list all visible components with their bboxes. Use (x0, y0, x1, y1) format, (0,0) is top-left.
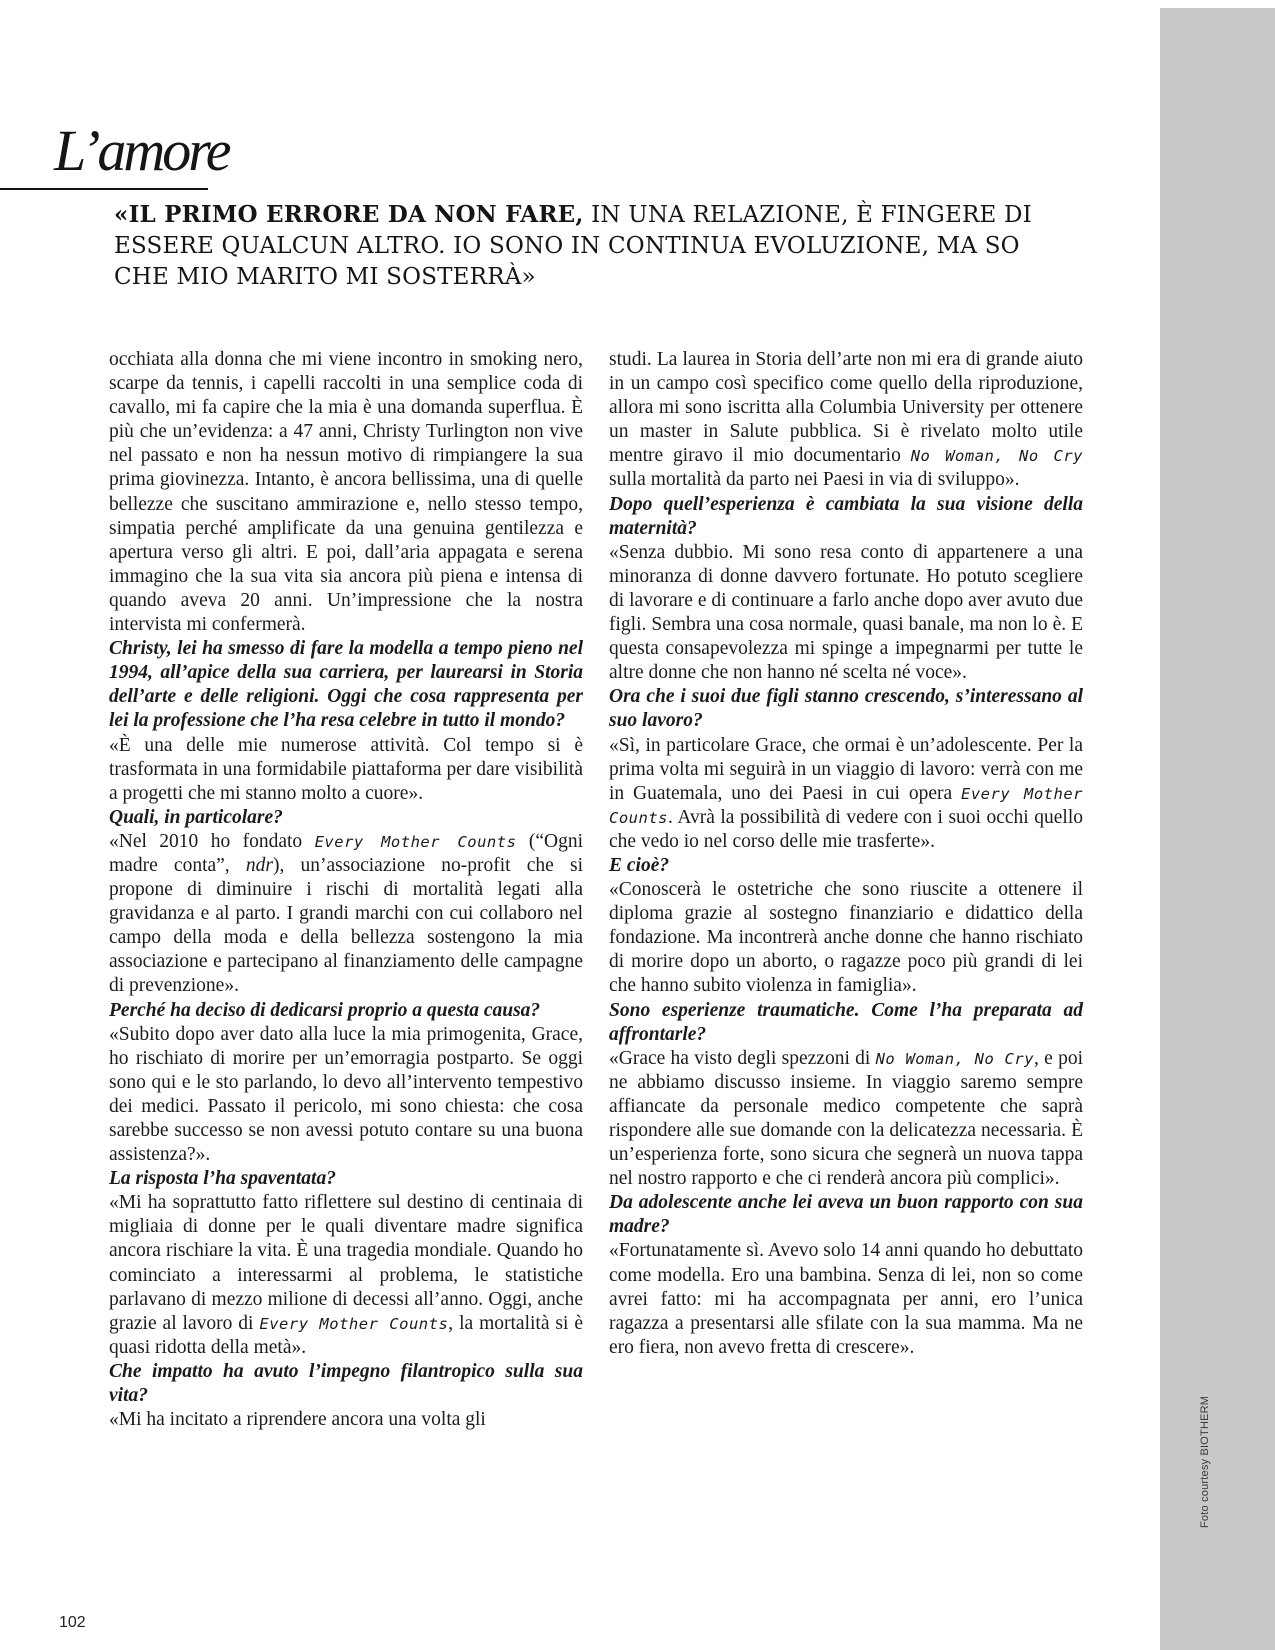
question: Sono esperienze traumatiche. Come l’ha preparata ad affrontarle? (609, 999, 1083, 1045)
pull-quote (114, 199, 1074, 293)
answer-text: «Nel 2010 ho fondato (109, 830, 315, 852)
answer-text: «Grace ha visto degli spezzoni di (609, 1047, 876, 1069)
answer-text: , la mortalità si è quasi ridotta della metà». (109, 1312, 583, 1358)
question: La risposta l’ha spaventata? (109, 1168, 336, 1190)
side-gray-band (1160, 8, 1275, 1650)
pull-quote-bold: «IL PRIMO ERRORE DA NON FARE, (114, 201, 584, 228)
answer-text: «Sì, in particolare Grace, che ormai è un’adolescente. Per la prima volta mi seguirà in un viaggio di lavoro: verrà con me in Guatemala, uno dei Paesi in cui opera (609, 734, 1083, 804)
answer-text: sulla mortalità da parto nei Paesi in via di sviluppo». (609, 469, 1020, 491)
film-title: No Woman, No Cry (875, 1049, 1035, 1068)
answer: «Senza dubbio. Mi sono resa conto di appartenere a una minoranza di donne davvero fortunate. Ho potuto scegliere di lavorare e di continuare a farlo anche dopo aver avuto due figli. Sembra una cosa normale, quasi banale, ma non lo è. E questa consapevolezza mi spinge a impegnarmi per tutte le altre donne che non hanno né scelta né voce». (609, 541, 1083, 684)
title-rule (0, 188, 208, 190)
answer: «Subito dopo aver dato alla luce la mia primogenita, Grace, ho rischiato di morire per un’emorragia postparto. Se oggi sono qui e le sto parlando, lo devo all’intervento tempestivo dei medici. Passato il pericolo, mi sono chiesta: che cosa sarebbe successo se non avessi potuto contare su una buona assistenza?». (109, 1023, 583, 1166)
question: Quali, in particolare? (109, 806, 283, 828)
page-number: 102 (59, 1614, 86, 1631)
answer (109, 1191, 583, 1360)
film-title: No Woman, No Cry (910, 447, 1083, 466)
organization-name: Every Mother Counts (609, 784, 1083, 827)
question: Che impatto ha avuto l’impegno filantropico sulla sua vita? (109, 1360, 583, 1407)
question: Christy, lei ha smesso di fare la modella a tempo pieno nel 1994, all’apice della sua carriera, per laurearsi in Storia dell’arte e delle religioni. Oggi che cosa rappresenta per lei la professione che l’ha resa celebre in tutto il mondo? (109, 638, 583, 732)
answer-text: . Avrà la possibilità di vedere con i suoi occhi quello che vedo io nel corso delle mie trasferte». (609, 806, 1083, 852)
editor-note: ndr (245, 854, 273, 876)
question: Ora che i suoi due figli stanno crescendo, s’interessano al suo lavoro? (609, 686, 1083, 732)
intro-paragraph: occhiata alla donna che mi viene incontro in smoking nero, scarpe da tennis, i capelli raccolti in una semplice coda di cavallo, mi fa capire che la mia è una domanda superflua. È più che un’evidenza: a 47 anni, Christy Turlington non vive nel passato e non ha nessun motivo di rimpiangere la sua prima giovinezza. Intanto, è ancora bellissima, una di quelle bellezze che suscitano ammirazione e, nello stesso tempo, simpatia perché amplificate da una genuina gentilezza e apertura verso gli altri. E poi, dall’aria appagata e serena immagino che la sua vita sia ancora più piena e intensa di quando aveva 20 anni. Un’impressione che la nostra intervista mi confermerà. (109, 349, 583, 636)
answer (609, 734, 1083, 854)
answer: «È una delle mie numerose attività. Col tempo si è trasformata in una formidabile piattaforma per dare visibilità a progetti che mi stanno molto a cuore». (109, 734, 583, 804)
question: Da adolescente anche lei aveva un buon rapporto con sua madre? (609, 1192, 1083, 1238)
answer-text: (“Ogni madre conta”, (109, 830, 583, 876)
answer-text: studi. La laurea in Storia dell’arte non mi era di grande aiuto in un campo così specifico come quello della riproduzione, allora mi sono iscritta alla Columbia University per ottenere un master in Salute pubblica. Si è rivelato molto utile mentre giravo il mio documentario (609, 349, 1083, 467)
organization-name: Every Mother Counts (259, 1314, 449, 1333)
answer (109, 830, 583, 999)
answer: «Mi ha incitato a riprendere ancora una volta gli (109, 1409, 486, 1431)
answer: «Fortunatamente sì. Avevo solo 14 anni quando ho debuttato come modella. Ero una bambina. Senza di lei, non so come avrei fatto: mi ha accompagnata per anni, ero l’unica ragazza a presentarsi alle sfilate con la sua mamma. Ma ne ero fiera, non avevo fretta di crescere». (609, 1240, 1083, 1358)
article-column-right (609, 348, 1083, 1360)
question: E cioè? (609, 854, 670, 876)
question: Perché ha deciso di dedicarsi proprio a questa causa? (109, 999, 541, 1021)
answer (609, 348, 1083, 493)
answer-text: , e poi ne abbiamo discusso insieme. In viaggio saremo sempre affiancate da personale medico competente che saprà rispondere alle sue domande con la delicatezza necessaria. È un’esperienza forte, sono sicura che segnerà un nuova tappa nel nostro rapporto e che ci renderà ancora più complici». (609, 1047, 1083, 1190)
organization-name: Every Mother Counts (314, 832, 517, 851)
photo-credit: Foto courtesy BIOTHERM (1199, 1395, 1211, 1528)
answer (609, 1047, 1083, 1192)
question: Dopo quell’esperienza è cambiata la sua visione della maternità? (609, 493, 1083, 539)
answer-text: «Mi ha soprattutto fatto riflettere sul destino di centinaia di migliaia di donne per le quali diventare madre significa ancora rischiare la vita. È una tragedia mondiale. Quando ho cominciato a interessarmi al problema, le statistiche parlavano di mezzo milione di decessi all’anno. Oggi, anche grazie al lavoro di (109, 1192, 583, 1334)
answer-text: ), un’associazione no-profit che si propone di diminuire i rischi di mortalità legati alla gravidanza e al parto. I grandi marchi con cui collaboro nel campo della moda e della bellezza sostengono la mia associazione e partecipano al finanziamento delle campagne di prevenzione». (109, 854, 583, 997)
section-title: L’amore (54, 118, 229, 183)
answer: «Conoscerà le ostetriche che sono riuscite a ottenere il diploma grazie al sostegno finanziario e didattico della fondazione. Ma incontrerà anche donne che hanno rischiato di morire dopo un aborto, o ragazze poco più grandi di lei che hanno subito violenza in famiglia». (609, 879, 1083, 997)
article-column-left (109, 348, 583, 1432)
pull-quote-rest: IN UNA RELAZIONE, È FINGERE DI ESSERE QUALCUN ALTRO. IO SONO IN CONTINUA EVOLUZIONE, MA SO CHE MIO MARITO MI SOSTERRÀ» (114, 202, 1032, 290)
